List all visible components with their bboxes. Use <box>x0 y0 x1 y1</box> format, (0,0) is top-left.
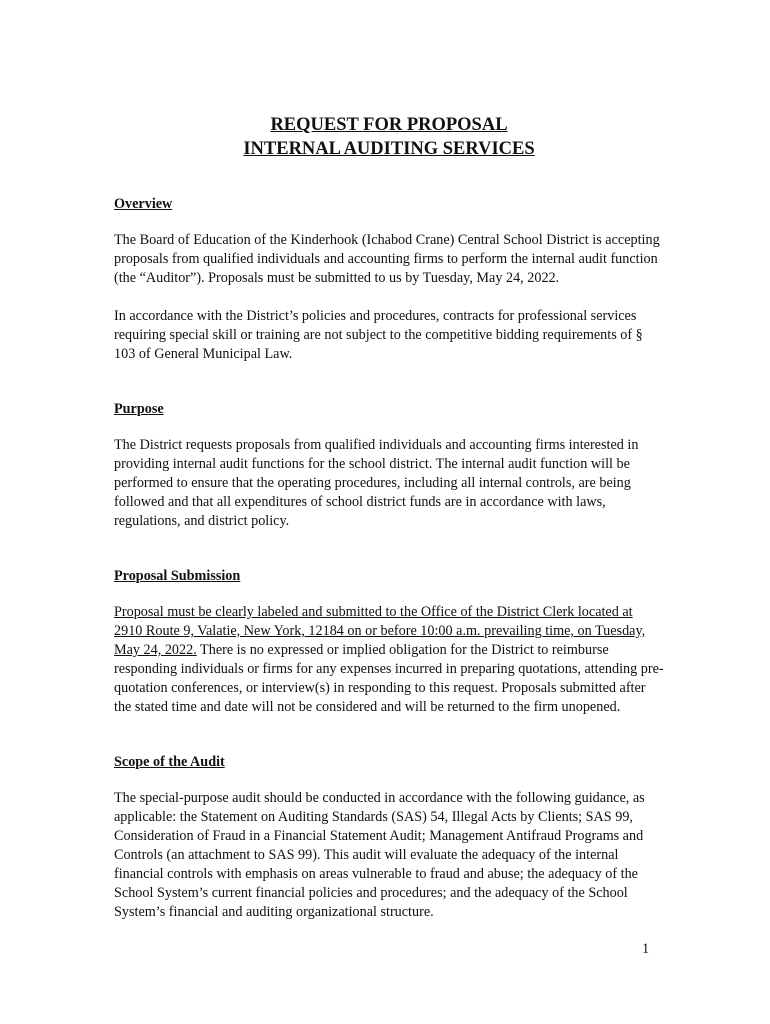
scope-heading: Scope of the Audit <box>114 754 225 770</box>
purpose-paragraph-1: The District requests proposals from qualified individuals and accounting firms interested in providing internal audit functions for the school district. The internal audit function will be performed to ensure that the operating procedures, including all internal controls, are being followed and that all expenditures of school district funds are in accordance with laws, regulations, and district policy. <box>114 437 639 529</box>
document-title <box>114 113 664 161</box>
proposal-submission-paragraph-1 <box>114 603 664 717</box>
overview-heading: Overview <box>114 196 173 212</box>
page-number: 1 <box>642 941 650 957</box>
title-line-2: INTERNAL AUDITING SERVICES <box>243 139 535 159</box>
submission-terms-text: There is no expressed or implied obligation for the District to reimburse responding individuals or firms for any expenses incurred in preparing quotations, attending pre-quotation conferences, or interview(s) in responding to this request. Proposals submitted after the stated time and date will not be considered and will be returned to the firm unopened. <box>114 642 664 715</box>
document-body <box>114 113 664 922</box>
overview-paragraph-1: The Board of Education of the Kinderhook (Ichabod Crane) Central School District is accepting proposals from qualified individuals and accounting firms to perform the internal audit function (the “Auditor”). Proposals must be submitted to us by Tuesday, May 24, 2022. <box>114 232 660 286</box>
scope-paragraph-1: The special-purpose audit should be conducted in accordance with the following guidance, as applicable: the Statement on Auditing Standards (SAS) 54, Illegal Acts by Clients; SAS 99, Consideration of Fraud in a Financial Statement Audit; Management Antifraud Programs and Controls (an attachment to SAS 99). This audit will evaluate the adequacy of the internal financial controls with emphasis on areas vulnerable to fraud and abuse; the adequacy of the School System’s current financial policies and procedures; and the adequacy of the School System’s financial and auditing organizational structure. <box>114 790 645 920</box>
overview-paragraph-2: In accordance with the District’s policies and procedures, contracts for professional services requiring special skill or training are not subject to the competitive bidding requirements of § 103 of General Municipal Law. <box>114 308 643 362</box>
proposal-submission-heading: Proposal Submission <box>114 568 241 584</box>
title-line-1: REQUEST FOR PROPOSAL <box>270 115 508 135</box>
submission-deadline-text: Proposal must be clearly labeled and submitted to the Office of the District Clerk located at 2910 Route 9, Valatie, New York, 12184 on or before 10:00 a.m. prevailing time, on Tuesday, May 24, 2022. <box>114 604 646 658</box>
purpose-heading: Purpose <box>114 401 164 417</box>
